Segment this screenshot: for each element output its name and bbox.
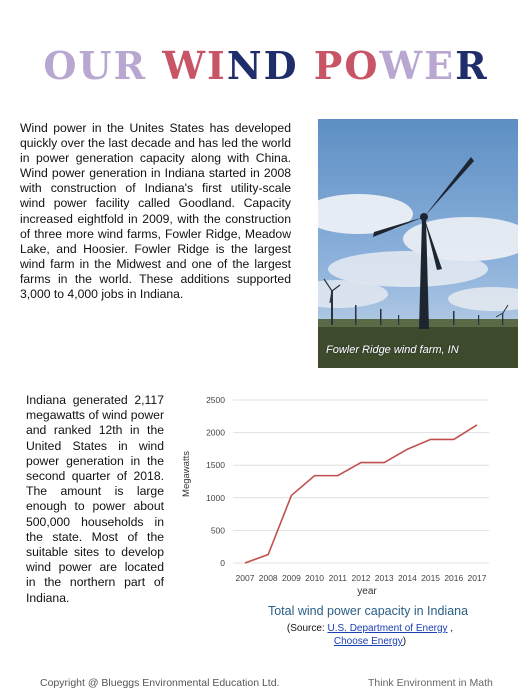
x-tick-label: 2014 [397, 573, 417, 583]
x-axis-label: year [357, 586, 377, 597]
y-tick-label: 2000 [206, 427, 225, 438]
source-suffix: ) [402, 636, 407, 647]
x-tick-label: 2010 [305, 573, 325, 583]
chart-source [270, 622, 470, 648]
y-tick-label: 0 [220, 558, 225, 568]
intro-paragraph: Wind power in the Unites States has developed quickly over the last decade and has led the world in power generation capacity along with China. Wind power generation in Indiana started in 2008 with construction of Indiana's first utility-scale wind power facility called Goodland. Capacity increased eightfold in 2009, with the construction of three more wind farms, Fowler Ridge, Meadow Lake, and Hoosier. Fowler Ridge is the largest wind farm in the Midwest and one of the largest farms in the world. These additions supported 3,000 to 4,000 jobs in Indiana. [20, 121, 291, 302]
source-separator: , [447, 623, 454, 634]
y-tick-label: 2500 [206, 395, 225, 405]
footer-copyright: Copyright @ Blueggs Environmental Education Ltd. [40, 677, 280, 689]
x-tick-label: 2011 [328, 573, 347, 583]
photo-caption: Fowler Ridge wind farm, IN [326, 344, 459, 356]
title-word-power-a: PO [313, 43, 380, 88]
wind-capacity-chart [176, 388, 496, 598]
wind-farm-illustration [318, 119, 518, 368]
side-paragraph: Indiana generated 2,117 megawatts of wind power and ranked 12th in the United States in wind power generation in the second quarter of 2018. The amount is large enough to power about 500,000 households in the state. Most of the suitable sites to develop wind power are located in the northern part of Indiana. [26, 393, 164, 605]
source-link-choose-energy[interactable]: Choose Energy [333, 636, 403, 647]
title-word-power-b: WE [379, 43, 456, 88]
x-tick-label: 2007 [235, 573, 255, 583]
series-line [245, 425, 477, 563]
x-tick-label: 2013 [374, 573, 394, 583]
wind-farm-photo [318, 119, 518, 368]
x-tick-label: 2009 [281, 573, 301, 583]
y-axis-label: Megawatts [181, 451, 192, 497]
title-word-our: OUR [43, 43, 148, 88]
y-tick-label: 500 [210, 525, 225, 536]
y-tick-label: 1000 [206, 492, 225, 503]
source-link-doe[interactable]: U.S. Department of Energy [327, 623, 448, 634]
page-title [0, 42, 532, 90]
y-tick-label: 1500 [206, 460, 225, 471]
x-tick-label: 2016 [444, 573, 464, 583]
x-tick-label: 2015 [421, 573, 441, 583]
chart-title: Total wind power capacity in Indiana [267, 604, 469, 618]
x-tick-label: 2008 [258, 573, 278, 583]
source-prefix: (Source: [286, 623, 328, 634]
title-word-power-c: R [455, 43, 489, 88]
title-word-wind-b: ND [226, 43, 299, 88]
x-tick-label: 2017 [467, 573, 487, 583]
footer-tagline: Think Environment in Math [368, 677, 493, 689]
title-word-wind-a: WI [162, 43, 227, 88]
x-tick-label: 2012 [351, 573, 371, 583]
